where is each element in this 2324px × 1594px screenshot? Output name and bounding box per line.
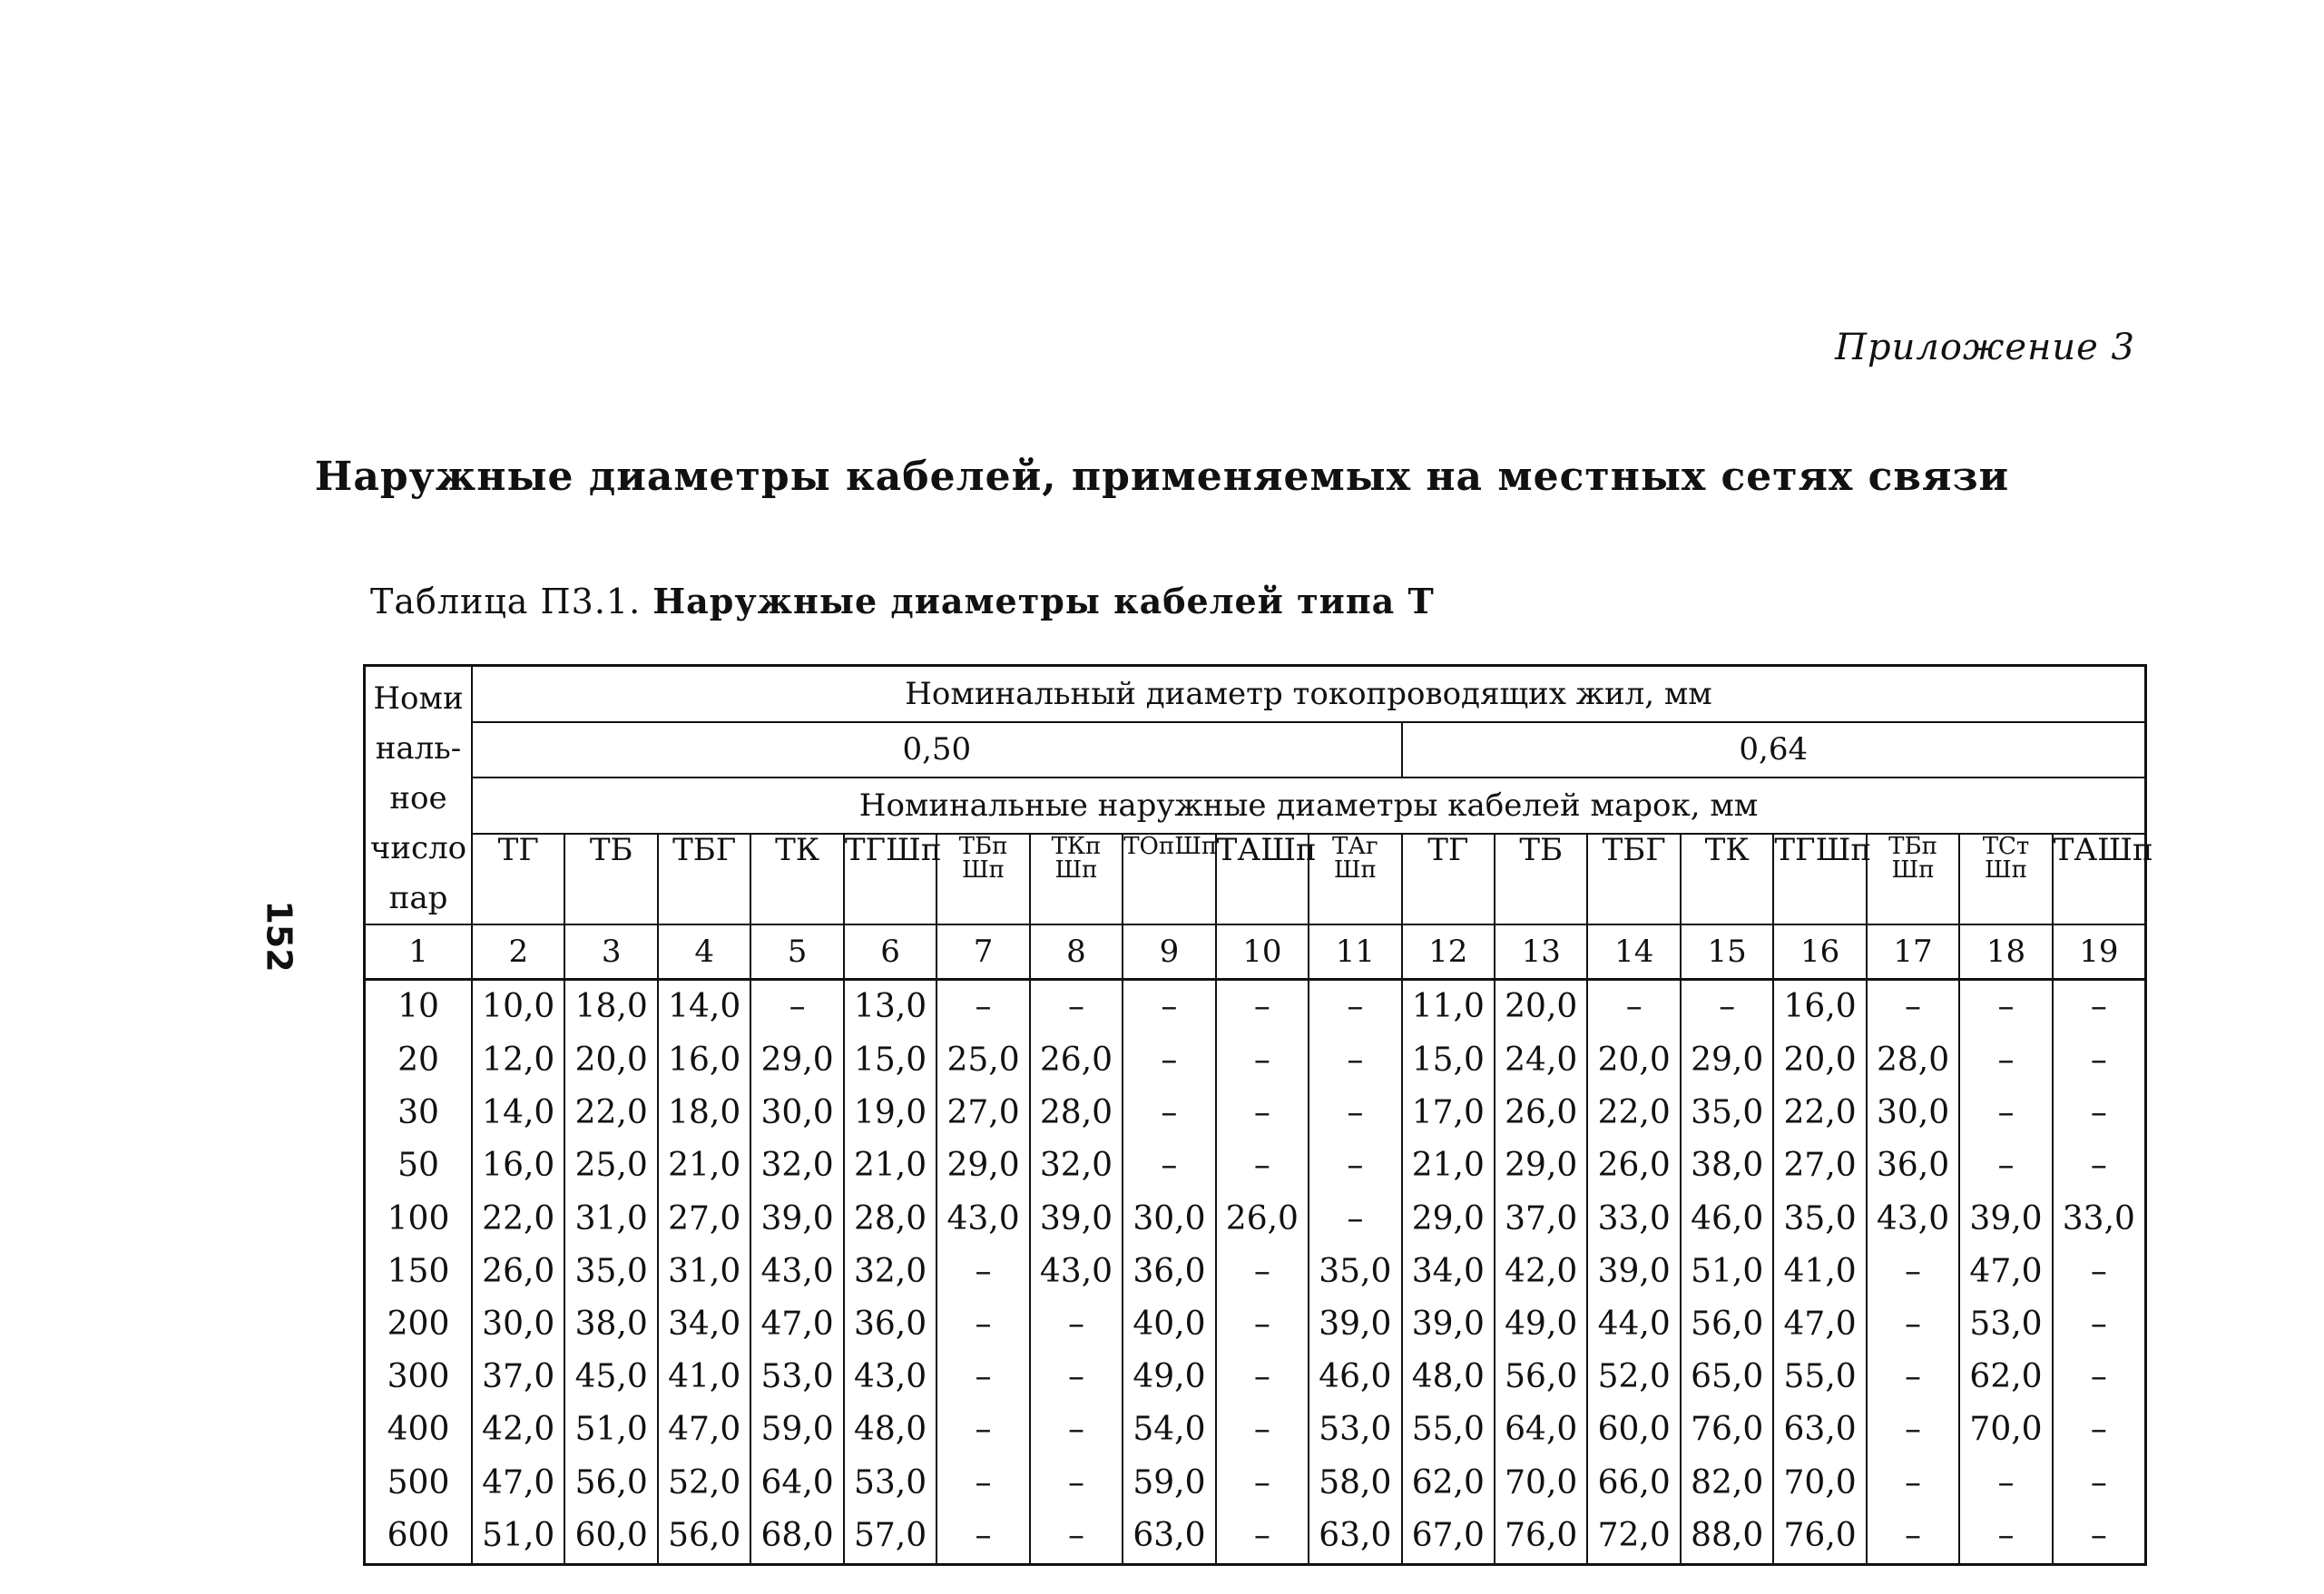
diameter-cell: – bbox=[1959, 1087, 2052, 1139]
diameter-cell: 62,0 bbox=[1959, 1351, 2052, 1403]
diameter-cell: 35,0 bbox=[1681, 1087, 1773, 1139]
diameter-cell: 32,0 bbox=[1030, 1139, 1123, 1192]
diameter-cell: – bbox=[1959, 1139, 2052, 1192]
diameter-cell: 59,0 bbox=[1123, 1457, 1215, 1510]
mark-header-cell: ТГШп bbox=[844, 834, 936, 924]
mark-header-cell: ТАг Шп bbox=[1309, 834, 1401, 924]
diameter-cell: 34,0 bbox=[1402, 1246, 1495, 1298]
mark-header-cell: ТБ bbox=[564, 834, 657, 924]
diameter-cell: 14,0 bbox=[472, 1087, 564, 1139]
diameter-cell: 46,0 bbox=[1309, 1351, 1401, 1403]
diameter-cell: 18,0 bbox=[658, 1087, 750, 1139]
mark-header-cell: ТАШп bbox=[2053, 834, 2146, 924]
mark-header-cell: ТГ bbox=[1402, 834, 1495, 924]
diameter-cell: – bbox=[1216, 1403, 1309, 1456]
diameter-cell: 16,0 bbox=[658, 1034, 750, 1087]
diameter-cell: 16,0 bbox=[1773, 979, 1866, 1034]
diameter-cell: 35,0 bbox=[564, 1246, 657, 1298]
diameter-cell: – bbox=[1867, 1298, 1959, 1351]
column-number-cell: 8 bbox=[1030, 924, 1123, 979]
diameter-cell: – bbox=[1123, 1087, 1215, 1139]
column-number-cell: 3 bbox=[564, 924, 657, 979]
diameter-cell: – bbox=[1216, 1510, 1309, 1565]
diameter-cell: 26,0 bbox=[1030, 1034, 1123, 1087]
table-row bbox=[365, 1351, 2146, 1403]
diameter-cell: 38,0 bbox=[1681, 1139, 1773, 1192]
diameter-cell: 25,0 bbox=[936, 1034, 1029, 1087]
appendix-label: Приложение 3 bbox=[1835, 327, 2135, 368]
table-row bbox=[365, 1193, 2146, 1246]
table-row bbox=[365, 1034, 2146, 1087]
diameter-cell: 68,0 bbox=[750, 1510, 843, 1565]
diameter-cell: 52,0 bbox=[1587, 1351, 1680, 1403]
diameter-cell: 47,0 bbox=[658, 1403, 750, 1456]
diameter-cell: – bbox=[2053, 1139, 2146, 1192]
diameter-cell: 28,0 bbox=[1867, 1034, 1959, 1087]
pair-count-cell: 10 bbox=[365, 979, 473, 1034]
diameter-cell: 51,0 bbox=[1681, 1246, 1773, 1298]
diameter-cell: 67,0 bbox=[1402, 1510, 1495, 1565]
column-number-cell: 14 bbox=[1587, 924, 1680, 979]
diameter-cell: 16,0 bbox=[472, 1139, 564, 1192]
diameter-cell: 26,0 bbox=[1216, 1193, 1309, 1246]
diameter-cell: 33,0 bbox=[1587, 1193, 1680, 1246]
diameter-cell: 29,0 bbox=[750, 1034, 843, 1087]
diameter-cell: 21,0 bbox=[844, 1139, 936, 1192]
stub-header-line: Номи bbox=[373, 680, 464, 717]
mark-header-cell: ТБ bbox=[1495, 834, 1587, 924]
diameter-cell: 62,0 bbox=[1402, 1457, 1495, 1510]
table-row bbox=[365, 1510, 2146, 1565]
diameter-cell: – bbox=[2053, 1403, 2146, 1456]
mark-header-cell: ТАШп bbox=[1216, 834, 1309, 924]
diameter-cell: 70,0 bbox=[1495, 1457, 1587, 1510]
diameter-cell: 20,0 bbox=[1495, 979, 1587, 1034]
diameter-cell: 42,0 bbox=[1495, 1246, 1587, 1298]
table-row bbox=[365, 979, 2146, 1034]
pair-count-cell: 600 bbox=[365, 1510, 473, 1565]
diameter-cell: – bbox=[2053, 1246, 2146, 1298]
diameter-cell: 37,0 bbox=[1495, 1193, 1587, 1246]
diameter-cell: 12,0 bbox=[472, 1034, 564, 1087]
diameter-cell: – bbox=[1216, 1351, 1309, 1403]
mark-header-cell: ТОпШп bbox=[1123, 834, 1215, 924]
mark-header-cell: ТБп Шп bbox=[1867, 834, 1959, 924]
diameter-cell: 59,0 bbox=[750, 1403, 843, 1456]
diameter-cell: – bbox=[1030, 1403, 1123, 1456]
page-number: 152 bbox=[259, 900, 299, 973]
diameter-cell: 30,0 bbox=[750, 1087, 843, 1139]
cable-diameter-table bbox=[363, 664, 2153, 1566]
caption-prefix: Таблица П3.1. bbox=[370, 582, 642, 621]
diameter-cell: 60,0 bbox=[1587, 1403, 1680, 1456]
diameter-cell: 64,0 bbox=[1495, 1403, 1587, 1456]
diameter-cell: 27,0 bbox=[936, 1087, 1029, 1139]
mark-header-cell: ТК bbox=[1681, 834, 1773, 924]
diameter-cell: 56,0 bbox=[1681, 1298, 1773, 1351]
diameter-cell: 53,0 bbox=[750, 1351, 843, 1403]
diameter-cell: 19,0 bbox=[844, 1087, 936, 1139]
diameter-cell: – bbox=[1030, 1298, 1123, 1351]
mark-header-cell: ТКп Шп bbox=[1030, 834, 1123, 924]
diameter-cell: 63,0 bbox=[1773, 1403, 1866, 1456]
diameter-cell: – bbox=[2053, 1298, 2146, 1351]
diameter-cell: 21,0 bbox=[658, 1139, 750, 1192]
diameter-cell: 56,0 bbox=[1495, 1351, 1587, 1403]
diameter-cell: 51,0 bbox=[564, 1403, 657, 1456]
diameter-cell: – bbox=[936, 1510, 1029, 1565]
diameter-cell: – bbox=[1030, 1351, 1123, 1403]
column-number-cell: 12 bbox=[1402, 924, 1495, 979]
diameter-cell: – bbox=[1030, 1457, 1123, 1510]
diameter-cell: – bbox=[1959, 1457, 2052, 1510]
diameter-cell: 55,0 bbox=[1773, 1351, 1866, 1403]
diameter-cell: 34,0 bbox=[658, 1298, 750, 1351]
diameter-cell: 43,0 bbox=[750, 1246, 843, 1298]
diameter-cell: – bbox=[1867, 1246, 1959, 1298]
diameter-cell: – bbox=[1867, 1403, 1959, 1456]
diameter-cell: 22,0 bbox=[472, 1193, 564, 1246]
diameter-cell: 60,0 bbox=[564, 1510, 657, 1565]
diameter-050-header: 0,50 bbox=[472, 722, 1402, 777]
diameter-cell: 43,0 bbox=[1030, 1246, 1123, 1298]
diameter-cell: 43,0 bbox=[1867, 1193, 1959, 1246]
column-number-cell: 6 bbox=[844, 924, 936, 979]
diameter-cell: 49,0 bbox=[1495, 1298, 1587, 1351]
diameter-cell: 46,0 bbox=[1681, 1193, 1773, 1246]
diameter-cell: – bbox=[1309, 1139, 1401, 1192]
diameter-cell: 14,0 bbox=[658, 979, 750, 1034]
table-caption bbox=[370, 581, 1435, 621]
diameter-cell: – bbox=[1216, 1457, 1309, 1510]
diameter-cell: 40,0 bbox=[1123, 1298, 1215, 1351]
diameter-cell: 10,0 bbox=[472, 979, 564, 1034]
column-number-cell: 11 bbox=[1309, 924, 1401, 979]
diameter-cell: 29,0 bbox=[1402, 1193, 1495, 1246]
diameter-cell: 56,0 bbox=[658, 1510, 750, 1565]
pair-count-cell: 500 bbox=[365, 1457, 473, 1510]
diameter-cell: – bbox=[1681, 979, 1773, 1034]
column-number-cell: 2 bbox=[472, 924, 564, 979]
page-title: Наружные диаметры кабелей, применяемых на местных сетях связи bbox=[314, 454, 2010, 500]
diameter-cell: – bbox=[936, 1403, 1029, 1456]
pair-count-cell: 200 bbox=[365, 1298, 473, 1351]
diameter-cell: – bbox=[2053, 1510, 2146, 1565]
diameter-cell: – bbox=[936, 1457, 1029, 1510]
diameter-cell: 22,0 bbox=[1773, 1087, 1866, 1139]
diameter-cell: 48,0 bbox=[844, 1403, 936, 1456]
diameter-cell: 21,0 bbox=[1402, 1139, 1495, 1192]
column-number-cell: 17 bbox=[1867, 924, 1959, 979]
diameter-cell: 28,0 bbox=[844, 1193, 936, 1246]
diameter-cell: 20,0 bbox=[1773, 1034, 1866, 1087]
diameter-cell: – bbox=[936, 1246, 1029, 1298]
diameter-cell: 13,0 bbox=[844, 979, 936, 1034]
diameter-cell: 82,0 bbox=[1681, 1457, 1773, 1510]
diameter-cell: – bbox=[2053, 1087, 2146, 1139]
diameter-cell: – bbox=[1309, 1193, 1401, 1246]
diameter-cell: – bbox=[1309, 979, 1401, 1034]
diameter-cell: 36,0 bbox=[844, 1298, 936, 1351]
diameter-cell: 30,0 bbox=[1867, 1087, 1959, 1139]
diameter-cell: – bbox=[750, 979, 843, 1034]
table-row bbox=[365, 1139, 2146, 1192]
diameter-cell: – bbox=[1216, 1298, 1309, 1351]
diameter-cell: 20,0 bbox=[564, 1034, 657, 1087]
marks-header: Номинальные наружные диаметры кабелей марок, мм bbox=[472, 777, 2145, 835]
diameter-cell: 31,0 bbox=[564, 1193, 657, 1246]
caption-text: Наружные диаметры кабелей типа Т bbox=[652, 581, 1435, 621]
diameter-cell: 39,0 bbox=[1959, 1193, 2052, 1246]
diameter-cell: 36,0 bbox=[1123, 1246, 1215, 1298]
mark-header-cell: ТБп Шп bbox=[936, 834, 1029, 924]
pair-count-cell: 100 bbox=[365, 1193, 473, 1246]
diameter-cell: – bbox=[2053, 1457, 2146, 1510]
pair-count-cell: 150 bbox=[365, 1246, 473, 1298]
diameter-cell: 38,0 bbox=[564, 1298, 657, 1351]
diameter-cell: – bbox=[1867, 1457, 1959, 1510]
diameter-cell: 63,0 bbox=[1309, 1510, 1401, 1565]
diameter-cell: 64,0 bbox=[750, 1457, 843, 1510]
diameter-cell: – bbox=[2053, 979, 2146, 1034]
diameter-cell: 29,0 bbox=[1495, 1139, 1587, 1192]
diameter-cell: 25,0 bbox=[564, 1139, 657, 1192]
column-number-cell: 9 bbox=[1123, 924, 1215, 979]
pair-count-cell: 30 bbox=[365, 1087, 473, 1139]
diameter-cell: 72,0 bbox=[1587, 1510, 1680, 1565]
diameter-cell: 88,0 bbox=[1681, 1510, 1773, 1565]
diameter-cell: 35,0 bbox=[1773, 1193, 1866, 1246]
diameter-cell: 49,0 bbox=[1123, 1351, 1215, 1403]
column-number-cell: 5 bbox=[750, 924, 843, 979]
group-header: Номинальный диаметр токопроводящих жил, мм bbox=[472, 666, 2145, 723]
diameter-cell: 18,0 bbox=[564, 979, 657, 1034]
diameter-cell: 22,0 bbox=[564, 1087, 657, 1139]
diameter-cell: 27,0 bbox=[1773, 1139, 1866, 1192]
diameter-cell: 47,0 bbox=[750, 1298, 843, 1351]
diameter-cell: 58,0 bbox=[1309, 1457, 1401, 1510]
diameter-cell: – bbox=[1030, 1510, 1123, 1565]
stub-header-line: ное bbox=[389, 780, 447, 817]
pair-count-cell: 20 bbox=[365, 1034, 473, 1087]
diameter-cell: – bbox=[1867, 1351, 1959, 1403]
diameter-cell: – bbox=[936, 1298, 1029, 1351]
mark-header-cell: ТГ bbox=[472, 834, 564, 924]
diameter-cell: – bbox=[1216, 1246, 1309, 1298]
column-number-cell: 16 bbox=[1773, 924, 1866, 979]
diameter-cell: 26,0 bbox=[1495, 1087, 1587, 1139]
diameter-cell: 39,0 bbox=[1309, 1298, 1401, 1351]
diameter-cell: – bbox=[2053, 1034, 2146, 1087]
pair-count-cell: 50 bbox=[365, 1139, 473, 1192]
diameter-cell: – bbox=[1867, 1510, 1959, 1565]
stub-header-line: число bbox=[369, 830, 467, 867]
diameter-cell: 22,0 bbox=[1587, 1087, 1680, 1139]
mark-header-cell: ТГШп bbox=[1773, 834, 1866, 924]
diameter-cell: 24,0 bbox=[1495, 1034, 1587, 1087]
diameter-cell: – bbox=[1587, 979, 1680, 1034]
diameter-cell: 45,0 bbox=[564, 1351, 657, 1403]
pair-count-cell: 300 bbox=[365, 1351, 473, 1403]
diameter-cell: – bbox=[936, 1351, 1029, 1403]
mark-header-cell: ТБГ bbox=[658, 834, 750, 924]
diameter-cell: – bbox=[1216, 1034, 1309, 1087]
diameter-cell: 47,0 bbox=[472, 1457, 564, 1510]
diameter-cell: 47,0 bbox=[1773, 1298, 1866, 1351]
column-number-cell: 15 bbox=[1681, 924, 1773, 979]
diameter-cell: – bbox=[1959, 1510, 2052, 1565]
stub-header-line: наль- bbox=[375, 730, 462, 768]
diameter-cell: 39,0 bbox=[1402, 1298, 1495, 1351]
diameter-cell: – bbox=[1309, 1087, 1401, 1139]
diameter-cell: 35,0 bbox=[1309, 1246, 1401, 1298]
diameter-cell: – bbox=[1216, 1087, 1309, 1139]
diameter-cell: – bbox=[2053, 1351, 2146, 1403]
column-number-cell: 19 bbox=[2053, 924, 2146, 979]
diameter-cell: 47,0 bbox=[1959, 1246, 2052, 1298]
diameter-cell: 53,0 bbox=[1959, 1298, 2052, 1351]
column-number-cell: 4 bbox=[658, 924, 750, 979]
diameter-cell: 32,0 bbox=[750, 1139, 843, 1192]
pair-count-cell: 400 bbox=[365, 1403, 473, 1456]
column-number-cell: 7 bbox=[936, 924, 1029, 979]
diameter-cell: 39,0 bbox=[1030, 1193, 1123, 1246]
diameter-cell: 26,0 bbox=[1587, 1139, 1680, 1192]
diameter-cell: 43,0 bbox=[936, 1193, 1029, 1246]
diameter-cell: 44,0 bbox=[1587, 1298, 1680, 1351]
table-row bbox=[365, 1298, 2146, 1351]
diameter-cell: 29,0 bbox=[1681, 1034, 1773, 1087]
diameter-cell: 29,0 bbox=[936, 1139, 1029, 1192]
column-number-cell: 18 bbox=[1959, 924, 2052, 979]
diameter-cell: 30,0 bbox=[1123, 1193, 1215, 1246]
table-row bbox=[365, 1087, 2146, 1139]
diameter-cell: 27,0 bbox=[658, 1193, 750, 1246]
diameter-cell: 36,0 bbox=[1867, 1139, 1959, 1192]
column-number-cell: 10 bbox=[1216, 924, 1309, 979]
diameter-cell: 28,0 bbox=[1030, 1087, 1123, 1139]
diameter-064-header: 0,64 bbox=[1402, 722, 2146, 777]
diameter-cell: 42,0 bbox=[472, 1403, 564, 1456]
table-row bbox=[365, 1403, 2146, 1456]
diameter-cell: 41,0 bbox=[658, 1351, 750, 1403]
table-row bbox=[365, 1457, 2146, 1510]
diameter-cell: – bbox=[1030, 979, 1123, 1034]
diameter-cell: – bbox=[936, 979, 1029, 1034]
diameter-cell: 66,0 bbox=[1587, 1457, 1680, 1510]
diameter-cell: 15,0 bbox=[844, 1034, 936, 1087]
diameter-cell: 53,0 bbox=[844, 1457, 936, 1510]
diameter-cell: – bbox=[1216, 979, 1309, 1034]
diameter-cell: 63,0 bbox=[1123, 1510, 1215, 1565]
diameter-cell: – bbox=[1867, 979, 1959, 1034]
diameter-cell: 76,0 bbox=[1681, 1403, 1773, 1456]
diameter-cell: 11,0 bbox=[1402, 979, 1495, 1034]
diameter-cell: – bbox=[1123, 979, 1215, 1034]
diameter-cell: – bbox=[1123, 1034, 1215, 1087]
diameter-cell: – bbox=[1123, 1139, 1215, 1192]
diameter-cell: – bbox=[1309, 1034, 1401, 1087]
table-row bbox=[365, 1246, 2146, 1298]
stub-header-line: пар bbox=[388, 880, 448, 917]
diameter-cell: 39,0 bbox=[750, 1193, 843, 1246]
diameter-cell: 70,0 bbox=[1773, 1457, 1866, 1510]
stub-header bbox=[365, 666, 473, 925]
mark-header-cell: ТСт Шп bbox=[1959, 834, 2052, 924]
diameter-cell: 39,0 bbox=[1587, 1246, 1680, 1298]
diameter-cell: 53,0 bbox=[1309, 1403, 1401, 1456]
diameter-cell: 65,0 bbox=[1681, 1351, 1773, 1403]
column-number-cell: 13 bbox=[1495, 924, 1587, 979]
diameter-cell: 54,0 bbox=[1123, 1403, 1215, 1456]
mark-header-cell: ТК bbox=[750, 834, 843, 924]
diameter-cell: 30,0 bbox=[472, 1298, 564, 1351]
diameter-cell: – bbox=[1959, 979, 2052, 1034]
column-number-cell: 1 bbox=[365, 924, 473, 979]
diameter-cell: 37,0 bbox=[472, 1351, 564, 1403]
diameter-cell: 33,0 bbox=[2053, 1193, 2146, 1246]
diameter-cell: 32,0 bbox=[844, 1246, 936, 1298]
diameter-cell: 70,0 bbox=[1959, 1403, 2052, 1456]
diameter-cell: – bbox=[1959, 1034, 2052, 1087]
mark-header-cell: ТБГ bbox=[1587, 834, 1680, 924]
diameter-cell: 76,0 bbox=[1773, 1510, 1866, 1565]
diameter-cell: 55,0 bbox=[1402, 1403, 1495, 1456]
diameter-cell: 48,0 bbox=[1402, 1351, 1495, 1403]
diameter-cell: 26,0 bbox=[472, 1246, 564, 1298]
diameter-cell: 41,0 bbox=[1773, 1246, 1866, 1298]
diameter-cell: 57,0 bbox=[844, 1510, 936, 1565]
diameter-cell: 43,0 bbox=[844, 1351, 936, 1403]
diameter-cell: 56,0 bbox=[564, 1457, 657, 1510]
diameter-cell: 17,0 bbox=[1402, 1087, 1495, 1139]
diameter-cell: 15,0 bbox=[1402, 1034, 1495, 1087]
diameter-cell: – bbox=[1216, 1139, 1309, 1192]
diameter-cell: 51,0 bbox=[472, 1510, 564, 1565]
diameter-cell: 20,0 bbox=[1587, 1034, 1680, 1087]
diameter-cell: 52,0 bbox=[658, 1457, 750, 1510]
diameter-cell: 76,0 bbox=[1495, 1510, 1587, 1565]
diameter-cell: 31,0 bbox=[658, 1246, 750, 1298]
